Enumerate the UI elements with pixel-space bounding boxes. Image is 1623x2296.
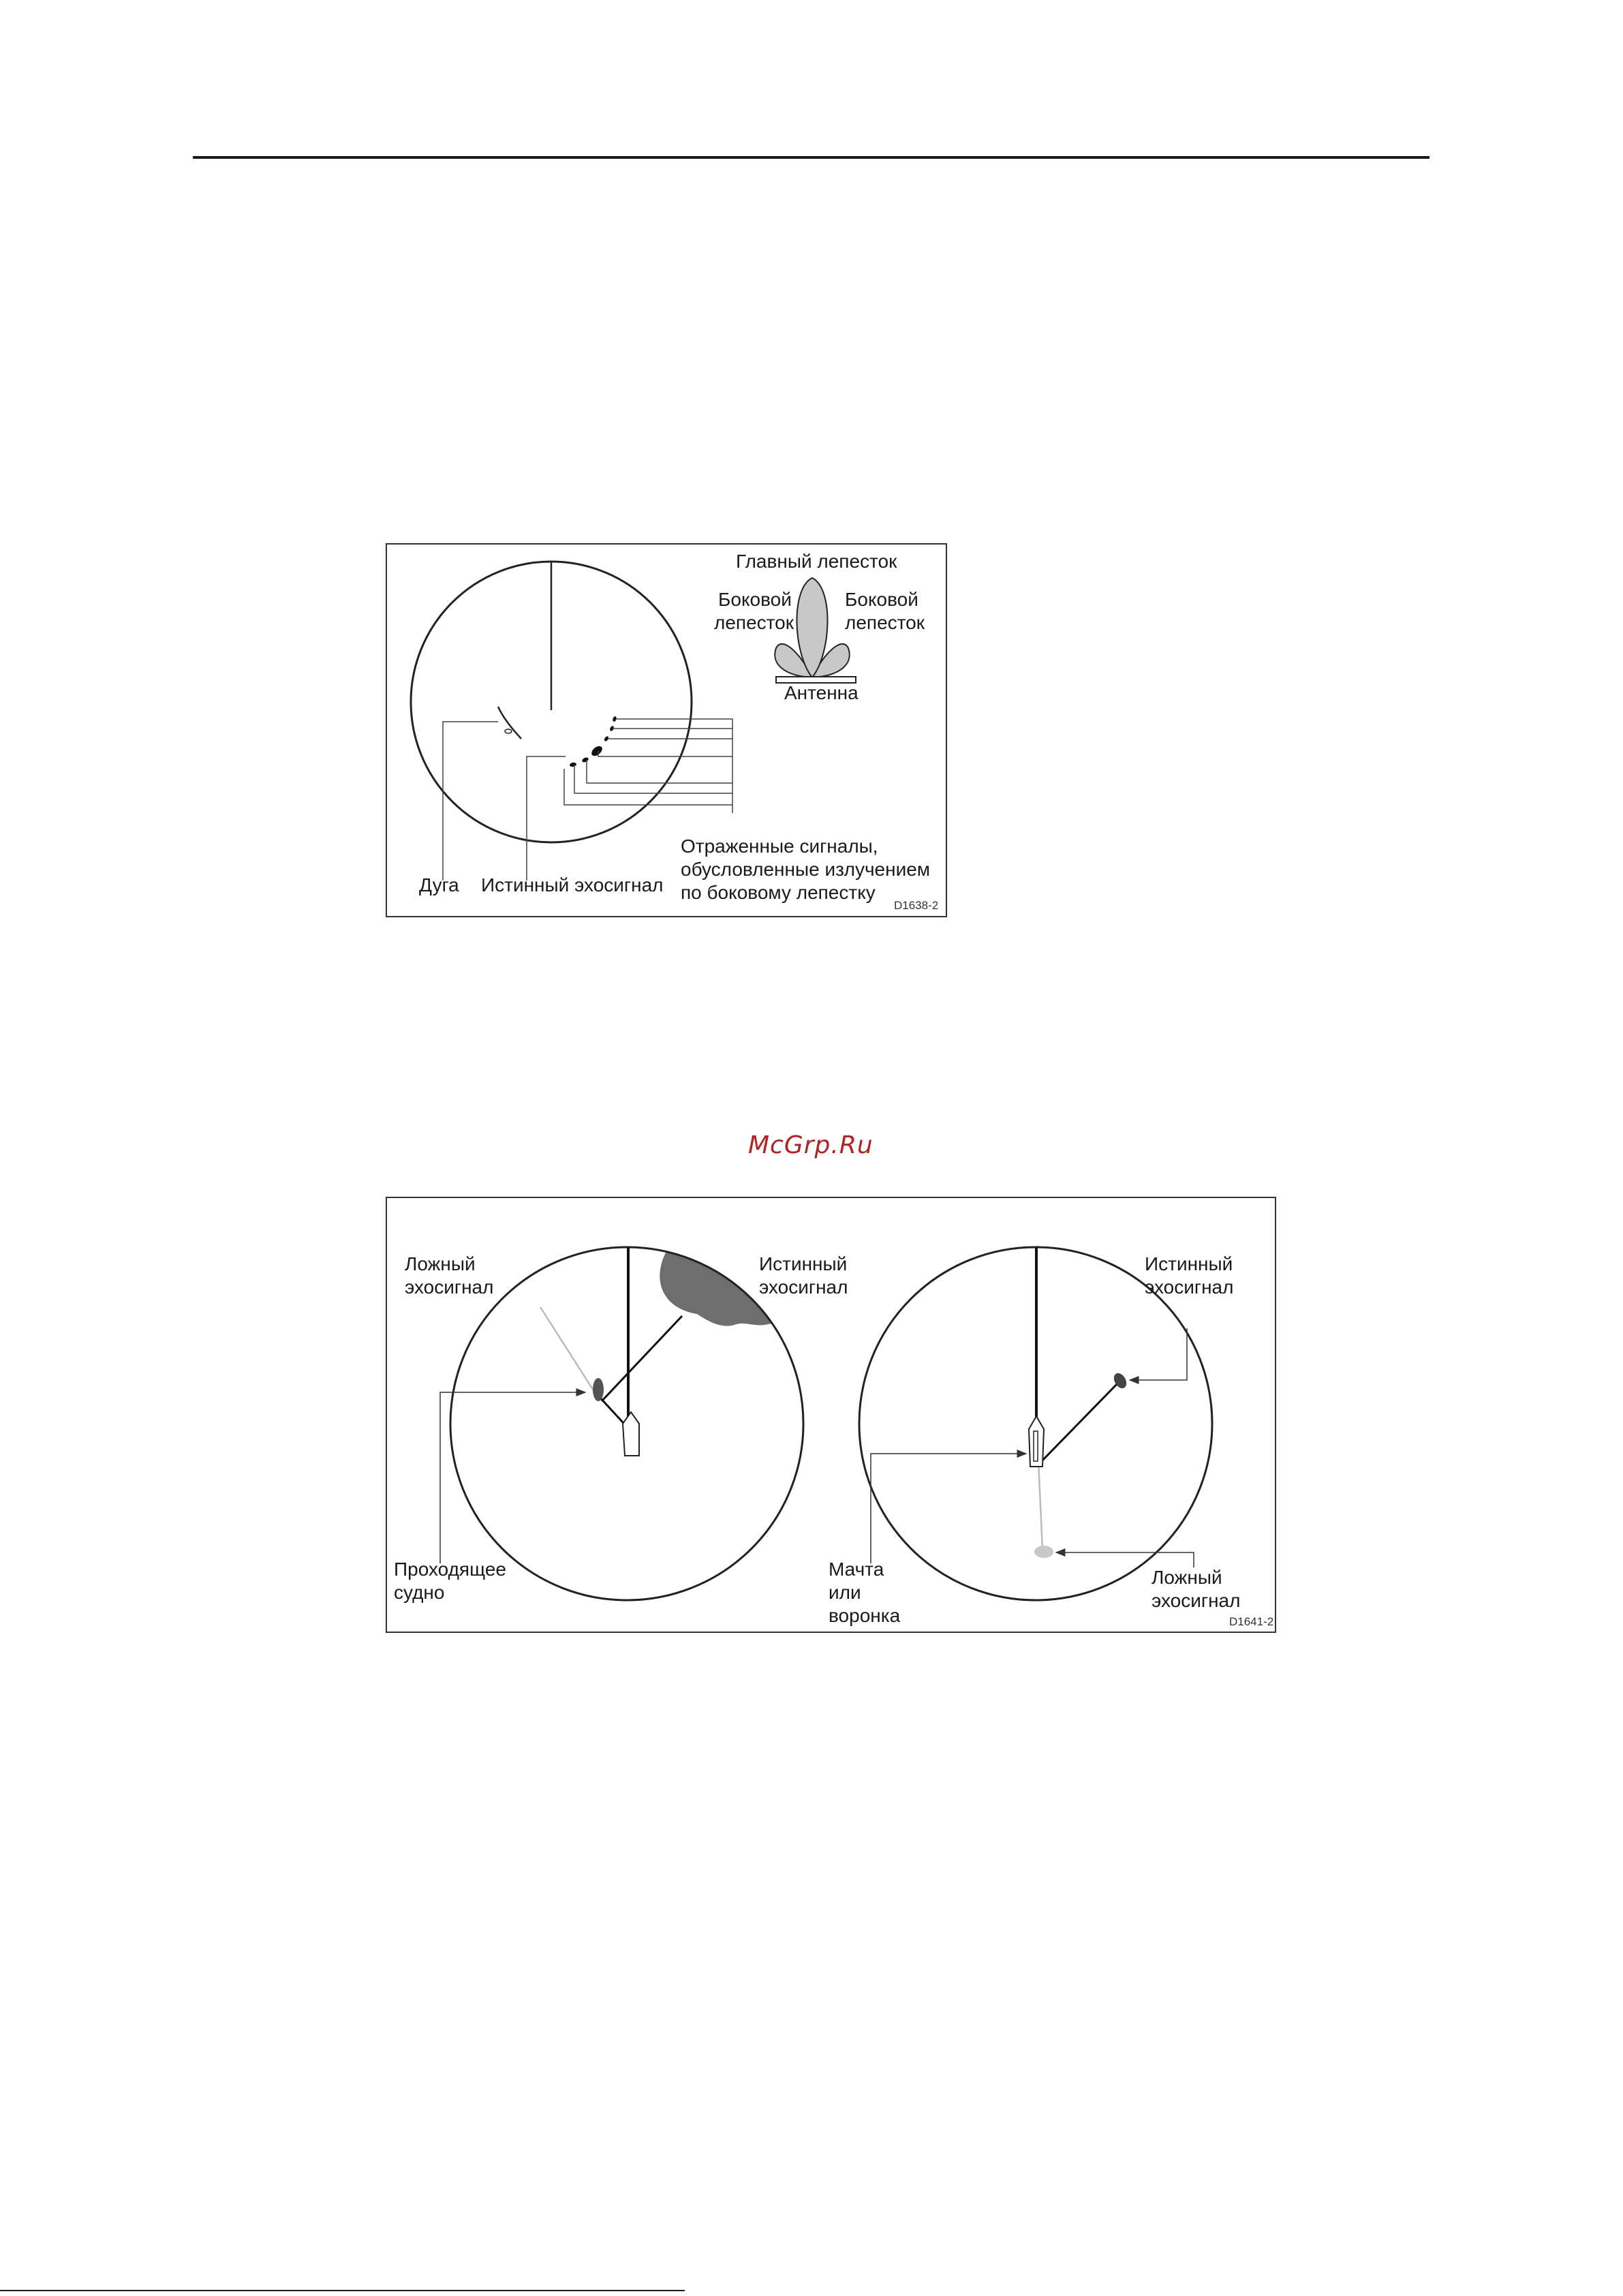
false-echo-left-label-2: эхосигнал xyxy=(405,1276,494,1298)
false-echo-ray xyxy=(540,1307,596,1394)
true-echo-ray-right xyxy=(1039,1382,1119,1464)
true-echo-mark xyxy=(505,729,512,733)
true-echo-leader xyxy=(527,756,566,881)
own-ship-left xyxy=(623,1412,639,1456)
arc-label: Дуга xyxy=(419,874,459,896)
passing-vessel-leader xyxy=(440,1392,585,1563)
true-echo-left-label-1: Истинный xyxy=(759,1253,848,1274)
false-echo-right xyxy=(1034,1546,1053,1558)
footer-rule xyxy=(0,2290,685,2291)
false-echo-ray-right xyxy=(1038,1460,1042,1550)
side-lobe-left-label-1: Боковой xyxy=(718,589,792,610)
side-lobe-left-label-2: лепесток xyxy=(714,612,794,633)
false-echo-right-label-2: эхосигнал xyxy=(1151,1590,1241,1611)
arc-echo xyxy=(498,707,521,739)
false-echo-right-leader xyxy=(1056,1552,1194,1567)
watermark: McGrp.Ru xyxy=(748,1131,874,1159)
figure-code-1: D1638-2 xyxy=(894,899,939,912)
true-echo-label: Истинный эхосигнал xyxy=(481,874,664,896)
false-echo-left-label-1: Ложный xyxy=(405,1253,476,1274)
true-echo-left-label-2: эхосигнал xyxy=(759,1276,848,1298)
indirect-echo-figure xyxy=(386,1197,1276,1633)
reflected-label-3: по боковому лепестку xyxy=(681,882,876,903)
mast-label-1: Мачта xyxy=(829,1559,884,1580)
side-lobe-echoes xyxy=(570,716,617,767)
true-echo-right-leader xyxy=(1130,1328,1187,1380)
passing-vessel-label-1: Проходящее xyxy=(394,1559,506,1580)
mast-label-2: или xyxy=(829,1582,861,1603)
main-lobe-label: Главный лепесток xyxy=(736,551,897,572)
figure-code-2: D1641-2 xyxy=(1229,1615,1274,1628)
side-lobe-right-label-1: Боковой xyxy=(845,589,918,610)
true-echo-right-label-2: эхосигнал xyxy=(1145,1276,1234,1298)
passing-vessel xyxy=(593,1378,604,1401)
reflected-leaders xyxy=(564,719,732,813)
side-lobe-figure xyxy=(386,543,947,917)
false-echo-right-label-1: Ложный xyxy=(1151,1567,1222,1588)
mast-label-3: воронка xyxy=(829,1605,901,1626)
reflected-label-2: обусловленные излучением xyxy=(681,859,931,880)
true-echo-right-label-1: Истинный xyxy=(1145,1253,1233,1274)
mast xyxy=(1034,1431,1038,1461)
reflected-label-1: Отраженные сигналы, xyxy=(681,836,878,857)
passing-vessel-label-2: судно xyxy=(394,1582,445,1603)
mast-leader xyxy=(871,1454,1026,1563)
side-lobe-right-label-2: лепесток xyxy=(845,612,925,633)
antenna-label: Антенна xyxy=(784,682,859,703)
header-rule xyxy=(193,156,1429,159)
true-echo-ray xyxy=(602,1316,682,1401)
